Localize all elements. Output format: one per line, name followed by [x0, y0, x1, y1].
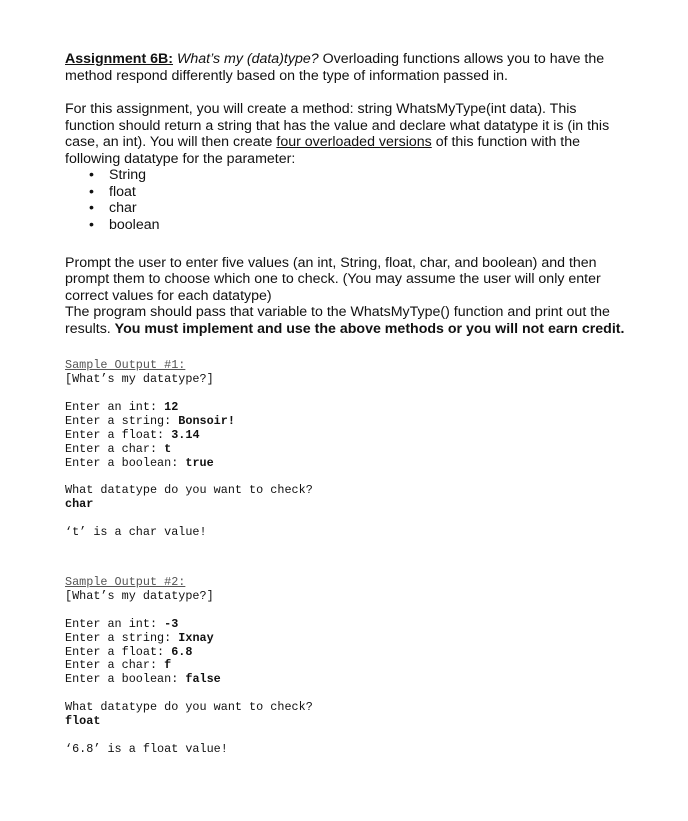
sample-output-1 [65, 359, 630, 540]
datatype-label: boolean [109, 217, 160, 234]
result-line: ‘6.8’ is a float value! [65, 741, 228, 756]
instructions-text-1: For this assignment, you will create a method: string WhatsMyType(int data). This function should return a string that has the value and declare what datatype it is (in this case, an int). You will then create [65, 101, 610, 150]
credit-warning: You must implement and use the above methods or you will not earn credit. [114, 320, 625, 337]
prompt-answer: Ixnay [178, 630, 214, 645]
bullet-icon: • [89, 167, 94, 183]
datatype-label: String [109, 167, 147, 183]
prompt-paragraph [65, 255, 630, 338]
sample-heading: Sample Output #2: [65, 575, 186, 590]
list-item [89, 184, 630, 201]
list-item [89, 217, 630, 234]
datatype-list [65, 167, 630, 234]
prompt-line [65, 443, 630, 457]
prompt-label: Enter a char: [65, 658, 165, 673]
prompt-answer: 3.14 [171, 427, 200, 442]
prompt-line [65, 401, 630, 415]
sample-heading: Sample Output #1: [65, 358, 186, 373]
sample-banner: [What’s my datatype?] [65, 372, 214, 387]
prompt-answer: t [164, 441, 172, 456]
prompt-label: Enter an int: [65, 400, 165, 415]
bullet-icon: • [89, 217, 94, 234]
bullet-icon: • [89, 200, 94, 217]
prompt-line [65, 646, 630, 660]
prompt-answer: false [185, 672, 221, 687]
prompt-answer: 12 [164, 400, 179, 415]
prompt-line [65, 429, 630, 443]
prompt-line [65, 632, 630, 646]
instructions-paragraph [65, 101, 630, 167]
prompt-line [65, 659, 630, 673]
list-item [89, 200, 630, 217]
assignment-intro [65, 51, 630, 84]
bullet-icon: • [89, 183, 94, 200]
prompt-label: Enter a string: [65, 630, 179, 645]
prompt-label: Enter a boolean: [65, 672, 186, 687]
result-line: ‘t’ is a char value! [65, 525, 207, 540]
prompt-line [65, 457, 630, 471]
assignment-title: What’s my (data)type? [176, 51, 319, 67]
prompt-label: Enter an int: [65, 616, 165, 631]
instructions-text-2: of this function with the following datatype for the parameter: [65, 134, 581, 167]
prompt-label: Enter a char: [65, 441, 165, 456]
list-item [89, 167, 630, 184]
prompt-answer: Bonsoir! [178, 413, 235, 428]
check-question: What datatype do you want to check? [65, 483, 313, 498]
prompt-label: Enter a boolean: [65, 455, 186, 470]
assignment-label: Assignment 6B: [65, 51, 173, 67]
prompt-answer: f [164, 658, 172, 673]
datatype-label: float [109, 183, 136, 200]
instructions-underlined: four overloaded versions [276, 134, 432, 150]
check-choice: float [65, 714, 101, 729]
assignment-intro-text: Overloading functions allows you to have the method respond differently based on the type of information passed in. [65, 51, 605, 84]
prompt-answer: -3 [164, 616, 179, 631]
prompt-label: Enter a string: [65, 413, 179, 428]
prompt-line [65, 618, 630, 632]
check-choice: char [65, 497, 94, 512]
prompt-text-2: The program should pass that variable to the WhatsMyType() function and print out the results. [65, 304, 610, 337]
prompt-line [65, 415, 630, 429]
datatype-label: char [109, 200, 137, 217]
prompt-text-1: Prompt the user to enter five values (an int, String, float, char, and boolean) and then prompt them to choose which one to check. (You may assume the user will only enter correct values for each datatype) [65, 254, 601, 304]
check-question: What datatype do you want to check? [65, 700, 313, 715]
prompt-line [65, 673, 630, 687]
prompt-answer: true [185, 455, 214, 470]
sample-banner: [What’s my datatype?] [65, 588, 214, 603]
prompt-label: Enter a float: [65, 644, 172, 659]
prompt-label: Enter a float: [65, 427, 172, 442]
prompt-answer: 6.8 [171, 644, 193, 659]
sample-output-2 [65, 576, 630, 757]
assignment-document [65, 51, 630, 757]
